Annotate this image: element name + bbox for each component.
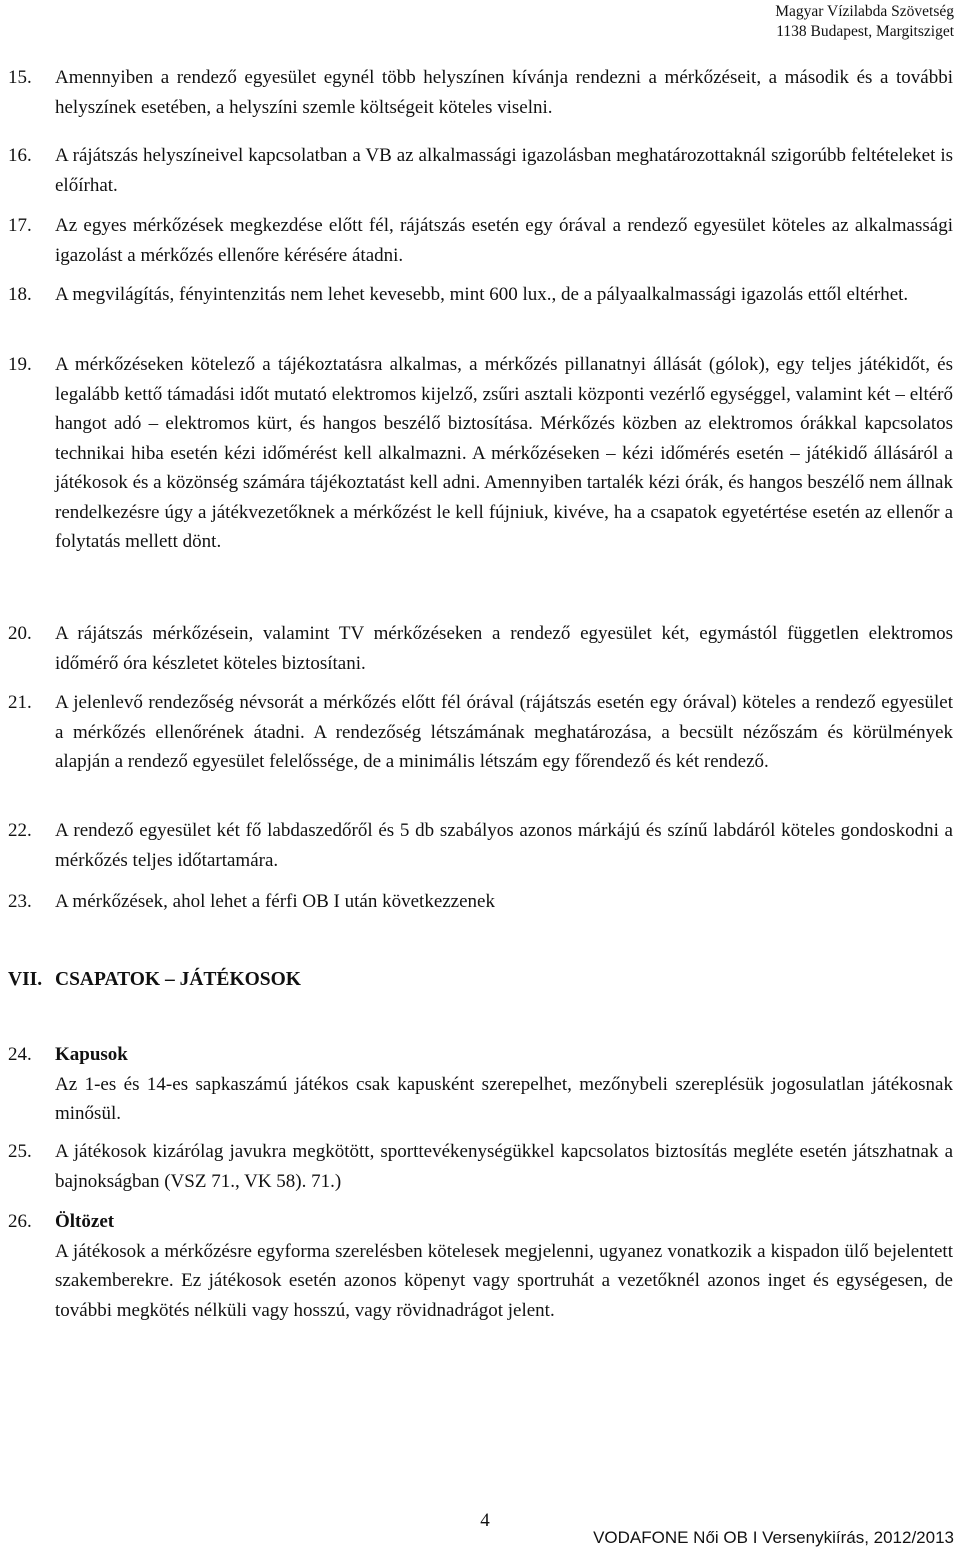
paragraph-26 (8, 1207, 953, 1325)
paragraph-text: A mérkőzések, ahol lehet a férfi OB I után következzenek (55, 891, 495, 912)
page-header (775, 2, 954, 42)
paragraph-text: A rendező egyesület két fő labdaszedőről és 5 db szabályos azonos márkájú és színű labdáról köteles gondoskodni a mérkőzés teljes időtartamára. (55, 820, 953, 871)
paragraph-18 (8, 280, 953, 310)
paragraph-title: Öltözet (55, 1211, 115, 1232)
paragraph-text: A megvilágítás, fényintenzitás nem lehet kevesebb, mint 600 lux., de a pályaalkalmassági igazolás ettől eltérhet. (55, 284, 909, 305)
section-heading (8, 969, 301, 991)
paragraph-text: A rájátszás helyszíneivel kapcsolatban a VB az alkalmassági igazolásban meghatározottaknál szigorúbb feltételeket is előírhat. (55, 145, 953, 196)
paragraph-number: 25. (8, 1141, 32, 1162)
page-number: 4 (480, 1510, 490, 1531)
paragraph-number: 26. (8, 1211, 32, 1232)
paragraph-number: 19. (8, 354, 32, 375)
paragraph-text: A jelenlevő rendezőség névsorát a mérkőzés előtt fél órával (rájátszás esetén egy órával) köteles a rendező egyesület a mérkőzés ellenőrének átadni. A rendezőség létszámának meghatározása, a becsült nézőszám és körülmények alapján a rendező egyesület felelőssége, de a minimális létszám egy főrendező és két rendező. (55, 692, 953, 772)
paragraph-15 (8, 63, 953, 122)
paragraph-text: Az 1-es és 14-es sapkaszámú játékos csak kapusként szerepelhet, mezőnybeli szereplésük jogosulatlan játékosnak minősül. (55, 1073, 953, 1124)
paragraph-text: Az egyes mérkőzések megkezdése előtt fél, rájátszás esetén egy órával a rendező egyesület köteles az alkalmassági igazolást a mérkőzés ellenőre kérésére átadni. (55, 215, 953, 266)
paragraph-text: A játékosok kizárólag javukra megkötött, sporttevékenységükkel kapcsolatos biztosítás megléte esetén játszhatnak a bajnokságban (VSZ 71., VK 58). 71.) (55, 1141, 953, 1192)
paragraph-number: 20. (8, 623, 32, 644)
paragraph-16 (8, 141, 953, 200)
header-address: 1138 Budapest, Margitsziget (776, 23, 954, 40)
paragraph-22 (8, 816, 953, 875)
paragraph-text: A mérkőzéseken kötelező a tájékoztatásra alkalmas, a mérkőzés pillanatnyi állását (gólok), egy teljes játékidőt, és legalább kettő támadási időt mutató elektromos kijelző, zsűri asztali központi vezérlő egységgel, valamint két – eltérő hangot adó – elektromos kürt, és hangos beszélő biztosítása. Mérkőzés közben az elektromos órákkal kapcsolatos technikai hiba esetén kézi időmérést kell alkalmazni. A mérkőzéseken – kézi időmérés esetén – játékidő állásáról a játékosok és a közönség számára tájékoztatást kell adni. Amennyiben tartalék kézi órák, és hangos beszélő nem állnak rendelkezésre úgy a játékvezetőknek a mérkőzést le kell fújniuk, kivéve, ha a csapatok egyetértése esetén az ellenőr a folytatás mellett dönt. (55, 354, 953, 552)
paragraph-25 (8, 1137, 953, 1196)
paragraph-number: 18. (8, 284, 32, 305)
header-organization: Magyar Vízilabda Szövetség (775, 3, 954, 20)
paragraph-number: 16. (8, 145, 32, 166)
section-number: VII. (8, 969, 43, 990)
paragraph-21 (8, 688, 953, 777)
page-footer: VODAFONE Női OB I Versenykiírás, 2012/2013 (593, 1528, 954, 1547)
paragraph-23 (8, 887, 953, 917)
paragraph-number: 24. (8, 1044, 32, 1065)
paragraph-number: 23. (8, 891, 32, 912)
paragraph-number: 15. (8, 67, 32, 88)
paragraph-24 (8, 1040, 953, 1129)
paragraph-text: A játékosok a mérkőzésre egyforma szerelésben kötelesek megjelenni, ugyanez vonatkozik a kispadon ülő bejelentett szakemberekre. Ez játékosok esetén azonos köpenyt vagy sportruhát a vezetőknél azonos inget és egységesen, de további megkötés nélküli vagy hosszú, vagy rövidnadrágot jelent. (55, 1240, 953, 1321)
paragraph-19 (8, 350, 953, 557)
paragraph-number: 17. (8, 215, 32, 236)
section-title: CSAPATOK – JÁTÉKOSOK (55, 969, 301, 990)
paragraph-title: Kapusok (55, 1044, 128, 1065)
paragraph-number: 22. (8, 820, 32, 841)
paragraph-text: Amennyiben a rendező egyesület egynél több helyszínen kívánja rendezni a mérkőzéseit, a második és a további helyszínek esetében, a helyszíni szemle költségeit köteles viselni. (55, 67, 953, 118)
paragraph-17 (8, 211, 953, 270)
paragraph-number: 21. (8, 692, 32, 713)
paragraph-text: A rájátszás mérkőzésein, valamint TV mérkőzéseken a rendező egyesület két, egymástól független elektromos időmérő óra készletet köteles biztosítani. (55, 623, 953, 674)
paragraph-20 (8, 619, 953, 678)
